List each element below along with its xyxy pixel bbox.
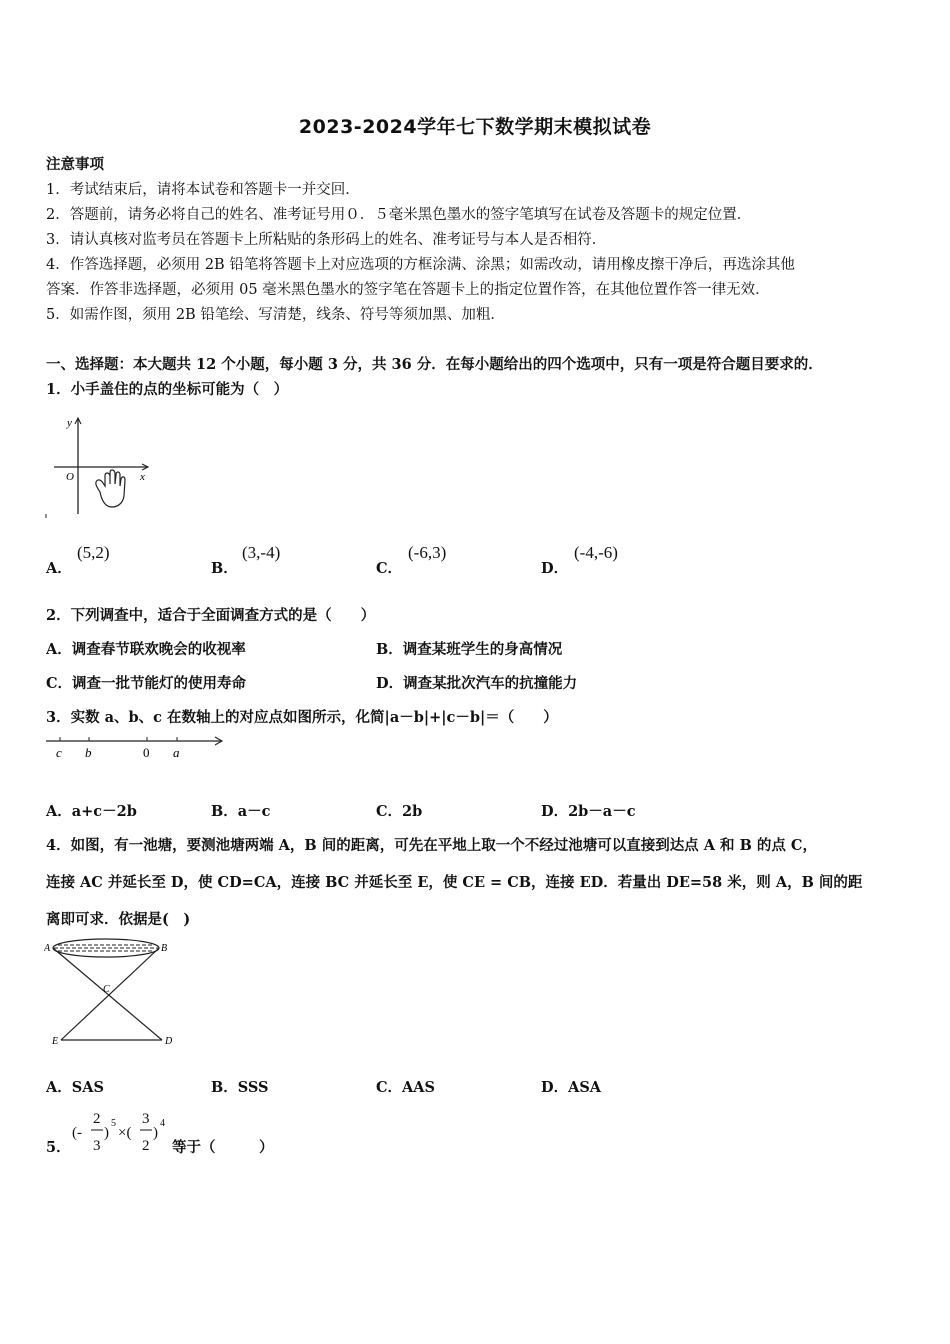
- notice-heading: 注意事项: [46, 156, 104, 173]
- page-title: 2023-2024学年七下数学期末模拟试卷: [298, 116, 652, 138]
- q1-option-d-value: (-4,-6): [574, 543, 618, 562]
- q4-stem-line: 4．如图，有一池塘，要测池塘两端 A，B 间的距离，可先在平地上取一个不经过池塘可以直接到达点 A 和 B 的点 C，: [46, 837, 817, 854]
- q1-option-d-label: D．: [541, 560, 569, 577]
- q4-option-d: D．ASA: [541, 1079, 602, 1096]
- origin-label: O: [66, 471, 74, 483]
- q3-option-d: D．2b－a－c: [541, 803, 636, 820]
- q4-stem-line: 离即可求．依据是( ): [46, 911, 191, 928]
- label-zero: 0: [143, 745, 150, 760]
- q2-option-b: B．调查某班学生的身高情况: [376, 641, 563, 658]
- q4-option-a: A．SAS: [46, 1079, 104, 1096]
- expr-exp2: 4: [160, 1118, 165, 1129]
- notice-item: 3．请认真核对监考员在答题卡上所粘贴的条形码上的姓名、准考证号与本人是否相符．: [46, 232, 607, 248]
- q1-stem: 1．小手盖住的点的坐标可能为（ ）: [46, 381, 289, 398]
- expr-den1: 3: [93, 1138, 101, 1154]
- q3-option-b: B．a－c: [211, 803, 271, 820]
- q5-number: 5．: [46, 1139, 71, 1156]
- q4-option-b: B．SSS: [211, 1079, 269, 1096]
- y-axis-label: y: [67, 417, 72, 429]
- q1-option-c-value: (-6,3): [408, 543, 447, 562]
- point-e-label: E: [52, 1036, 59, 1047]
- hand-icon: [96, 470, 125, 507]
- q1-option-a-value: (5,2): [77, 543, 110, 562]
- q4-option-c: C．AAS: [376, 1079, 436, 1096]
- q1-option-c-label: C．: [376, 560, 403, 577]
- expr-close2: ): [153, 1125, 158, 1141]
- expr-num2: 3: [142, 1111, 150, 1127]
- q1-option-b-value: (3,-4): [242, 543, 281, 562]
- q3-number-line: [44, 730, 229, 764]
- q3-option-c: C．2b: [376, 803, 423, 820]
- label-b: b: [85, 745, 92, 760]
- q4-stem-line: 连接 AC 并延长至 D，使 CD=CA，连接 BC 并延长至 E，使 CE = CB，连接 ED．若量出 DE=58 米，则 A，B 间的距: [46, 874, 863, 891]
- q1-coordinate-figure: [44, 410, 154, 520]
- expr-num1: 2: [93, 1111, 101, 1127]
- x-axis-label: x: [140, 471, 145, 483]
- label-a: a: [173, 745, 180, 760]
- q3-option-a: A．a+c－2b: [46, 803, 137, 820]
- point-a-label: A: [44, 943, 51, 954]
- label-c: c: [56, 745, 62, 760]
- point-d-label: D: [165, 1036, 173, 1047]
- q1-option-b-label: B．: [211, 560, 238, 577]
- segment-be: [61, 948, 159, 1040]
- q1-option-a-label: A．: [46, 560, 72, 577]
- q2-option-a: A．调查春节联欢晚会的收视率: [46, 641, 246, 658]
- notice-item: 答案．作答非选择题，必须用 05 毫米黑色墨水的签字笔在答题卡上的指定位置作答，在其他位置作答一律无效．: [46, 282, 770, 298]
- expr-exp1: 5: [111, 1118, 116, 1129]
- point-c-label: C: [103, 984, 110, 995]
- q3-stem: 3．实数 a、b、c 在数轴上的对应点如图所示，化简|a－b|+|c－b|＝（ ）: [46, 709, 558, 726]
- notice-item: 5．如需作图，须用 2B 铅笔绘、写清楚，线条、符号等须加黑、加粗．: [46, 307, 505, 323]
- expr-times: ×(: [118, 1125, 132, 1141]
- notice-item: 4．作答选择题，必须用 2B 铅笔将答题卡上对应选项的方框涂满、涂黑；如需改动，请用橡皮擦干净后，再选涂其他: [46, 257, 795, 273]
- q2-stem: 2．下列调查中，适合于全面调查方式的是（ ）: [46, 607, 376, 624]
- expr-open-neg: (-: [72, 1125, 82, 1141]
- q5-tail: 等于（ ）: [172, 1139, 274, 1156]
- notice-item: 1．考试结束后，请将本试卷和答题卡一并交回．: [46, 182, 360, 198]
- expr-close1: ): [104, 1125, 109, 1141]
- expr-den2: 2: [142, 1138, 150, 1154]
- section-heading: 一、选择题：本大题共 12 个小题，每小题 3 分，共 36 分．在每小题给出的四个选项中，只有一项是符合题目要求的．: [46, 356, 823, 373]
- q2-option-d: D．调查某批次汽车的抗撞能力: [376, 675, 578, 692]
- notice-item: 2．答题前，请务必将自己的姓名、准考证号用０．５毫米黑色墨水的签字笔填写在试卷及答题卡的规定位置．: [46, 207, 752, 223]
- q2-option-c: C．调查一批节能灯的使用寿命: [46, 675, 247, 692]
- point-b-label: B: [161, 943, 168, 954]
- q4-pond-figure: [44, 936, 179, 1048]
- q5-expression: [70, 1106, 175, 1156]
